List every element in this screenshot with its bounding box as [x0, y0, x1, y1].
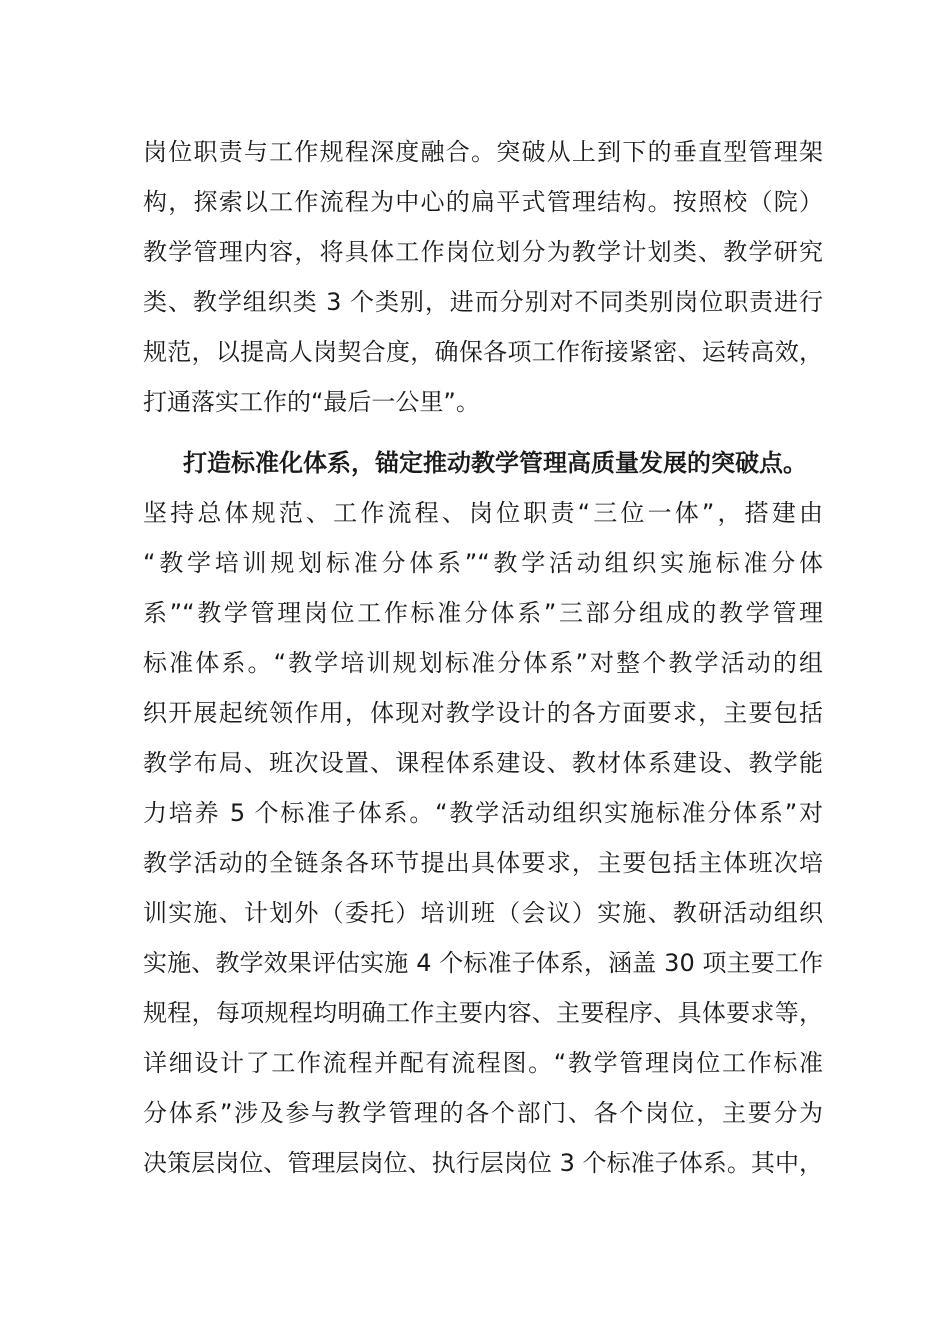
text-line: 织开展起统领作用，体现对教学设计的各方面要求，主要包括: [143, 699, 823, 727]
text-line: 教学布局、班次设置、课程体系建设、教材体系建设、教学能: [143, 749, 823, 777]
text-line: 规程，每项规程均明确工作主要内容、主要程序、具体要求等，: [143, 999, 823, 1027]
text-line: 系”“教学管理岗位工作标准分体系”三部分组成的教学管理: [143, 599, 823, 627]
paragraph-2: [143, 438, 823, 1188]
text-line: 岗位职责与工作规程深度融合。突破从上到下的垂直型管理架: [143, 138, 823, 166]
paragraph-1: [143, 127, 823, 427]
text-line: 教学活动的全链条各环节提出具体要求，主要包括主体班次培: [143, 849, 823, 877]
text-line: 标准体系。“教学培训规划标准分体系”对整个教学活动的组: [143, 649, 823, 677]
text-line: 规范，以提高人岗契合度，确保各项工作衔接紧密、运转高效，: [143, 338, 823, 366]
text-line: 类、教学组织类 3 个类别，进而分别对不同类别岗位职责进行: [143, 288, 823, 316]
text-line: 决策层岗位、管理层岗位、执行层岗位 3 个标准子体系。其中，: [143, 1149, 823, 1177]
text-line: 打通落实工作的“最后一公里”。: [143, 388, 480, 416]
text-line: 详细设计了工作流程并配有流程图。“教学管理岗位工作标准: [143, 1049, 823, 1077]
text-line: 构，探索以工作流程为中心的扁平式管理结构。按照校（院）: [143, 188, 823, 216]
text-line: 坚持总体规范、工作流程、岗位职责“三位一体”，搭建由: [143, 499, 823, 527]
text-line: 教学管理内容，将具体工作岗位划分为教学计划类、教学研究: [143, 238, 823, 266]
text-line: “教学培训规划标准分体系”“教学活动组织实施标准分体: [143, 549, 823, 577]
text-line: 实施、教学效果评估实施 4 个标准子体系，涵盖 30 项主要工作: [143, 949, 823, 977]
text-line: 训实施、计划外（委托）培训班（会议）实施、教研活动组织: [143, 899, 823, 927]
text-line: 分体系”涉及参与教学管理的各个部门、各个岗位，主要分为: [143, 1099, 823, 1127]
paragraph-heading: 打造标准化体系，锚定推动教学管理高质量发展的突破点。: [183, 449, 807, 477]
text-line: 力培养 5 个标准子体系。“教学活动组织实施标准分体系”对: [143, 799, 823, 827]
